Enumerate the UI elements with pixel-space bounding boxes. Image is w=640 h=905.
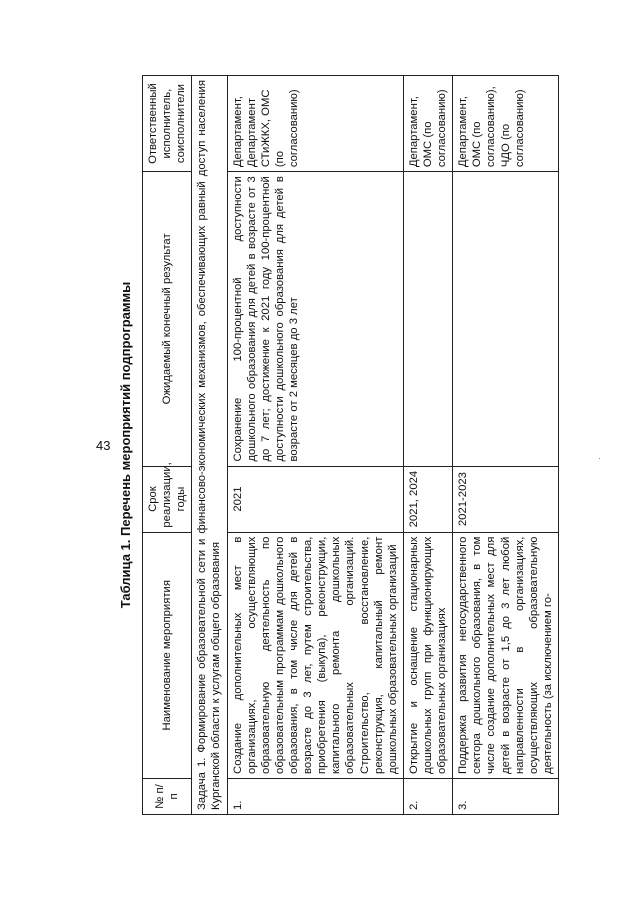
header-no: № п/п [143,778,192,814]
row-responsible: Департамент, ОМС (по согласованию), ЧДО (по согласованию) [453,76,559,172]
row-no: 2. [403,778,452,814]
header-row [143,76,192,815]
row-term: 2021, 2024 [403,466,452,532]
row-no: 1. [227,778,403,814]
header-result: Ожидаемый конечный результат [143,172,192,466]
row-name: Открытие и оснащение стационарных дошкольных групп при функционирующих образовательных организациях [403,532,452,778]
header-responsible: Ответственный исполнитель, соисполнители [143,76,192,172]
row-term: 2021-2023 [453,466,559,532]
header-name: Наименование мероприятия [143,532,192,778]
row-no: 3. [453,778,559,814]
task-row [192,76,227,815]
rotated-content [110,75,610,815]
scan-mark: · [598,453,601,463]
table-title: Таблица 1. Перечень мероприятий подпрограммы [118,281,133,609]
measures-table [142,75,559,815]
row-term: 2021 [227,466,403,532]
row-responsible: Департамент, Департамент СТиЖКХ, ОМС (по согласованию) [227,76,403,172]
task-text: Задача 1. Формирование образовательной сети и финансово-экономических механизмов, обеспечивающих равный доступ населения Курганской области к услугам общего образования [192,76,227,815]
row-responsible: Департамент, ОМС (по согласованию) [403,76,452,172]
header-term: Срок реализации, годы [143,466,192,532]
page-number: 43 [96,438,111,453]
row-name: Поддержка развития негосударственного сектора дошкольного образования, в том числе создание дополнительных мест для детей в возрасте от 1,5 до 3 лет любой направленности в организациях, осуществляющих образовательную деятельность (за исключением го- [453,532,559,778]
table-row [453,76,559,815]
row-result: Сохранение 100-процентной доступности дошкольного образования для детей в возрасте от 3 до 7 лет; достижение к 2021 году 100-процентной доступности дошкольного образования для детей в возрасте от 2 месяцев до 3 лет [227,172,403,466]
row-result [453,172,559,466]
row-result [403,172,452,466]
row-name: Создание дополнительных мест в организациях, осуществляющих образовательную деятельность по образовательным программам дошкольного образования, в том числе для детей в возрасте до 3 лет, путем строительства, приобретения (выкупа), реконструкции, капитального ремонта дошкольных образовательных организаций. Строительство, восстановление, реконструкция, капитальный ремонт дошкольных образовательных организаций [227,532,403,778]
table-row [227,76,403,815]
table-row [403,76,452,815]
